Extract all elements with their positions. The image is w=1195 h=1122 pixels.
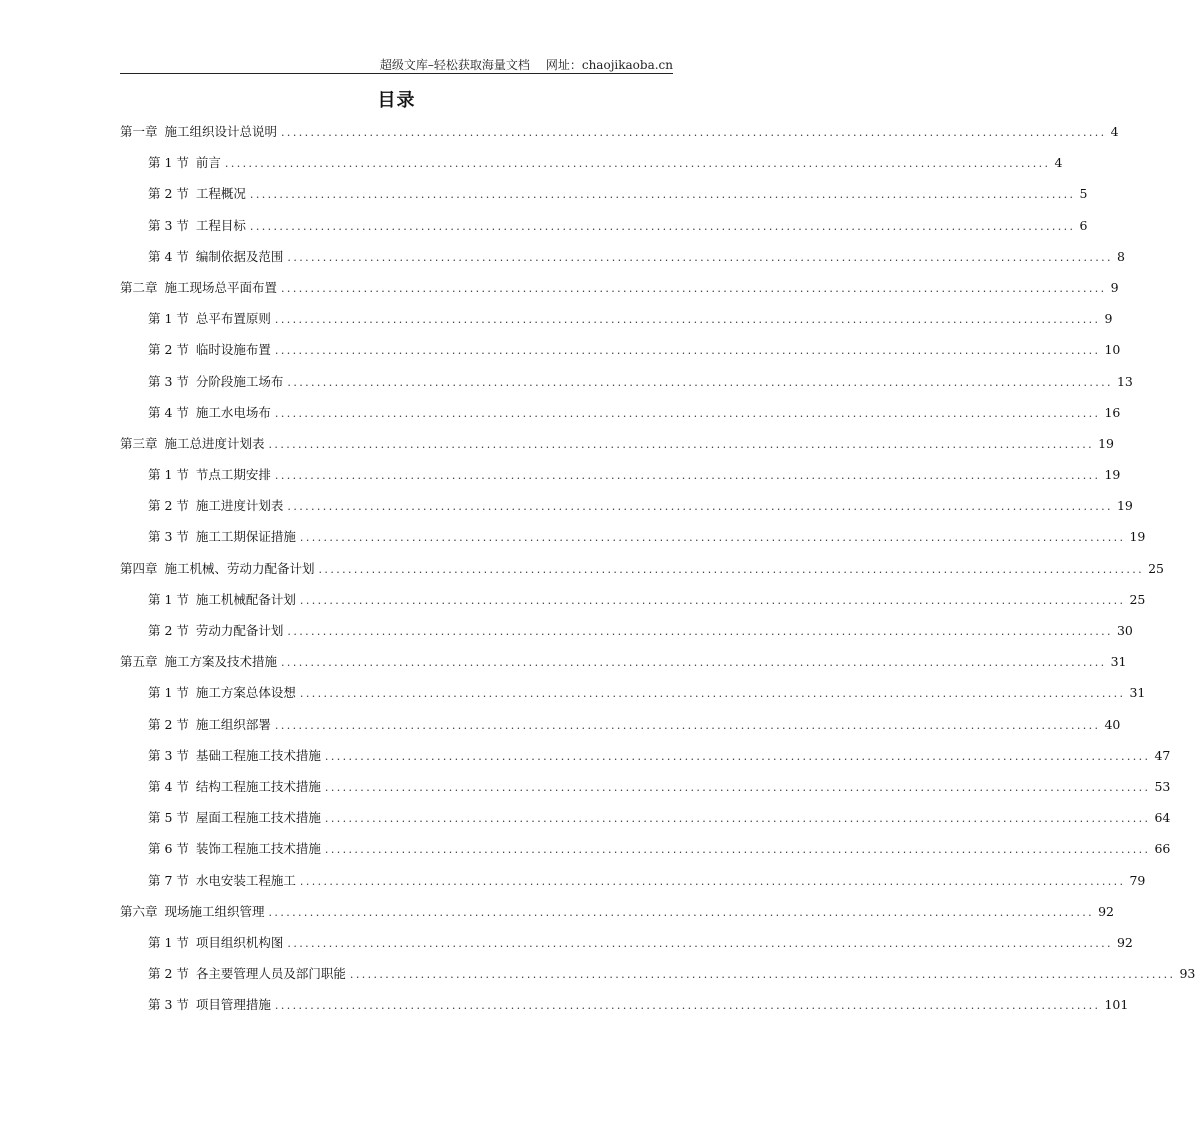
toc-entry-label	[148, 493, 283, 519]
toc-dot-leader: ............................................................................................................................................	[274, 469, 1101, 483]
toc-section-entry[interactable]	[120, 774, 1171, 805]
toc-entry-label	[120, 649, 277, 675]
toc-dot-leader: ............................................................................................................................................	[274, 344, 1101, 358]
toc-entry-label	[148, 930, 283, 956]
toc-entry-title: 施工组织设计总说明	[164, 124, 278, 139]
toc-section-entry[interactable]	[120, 244, 1125, 275]
toc-entry-label	[148, 712, 271, 738]
toc-entry-number: 第三章	[120, 435, 158, 451]
toc-entry-label	[148, 400, 271, 426]
header-library-text: 超级文库–轻松获取海量文档	[379, 58, 530, 72]
toc-dot-leader: ............................................................................................................................................	[299, 874, 1126, 888]
toc-dot-leader: ............................................................................................................................................	[299, 593, 1126, 607]
toc-entry-number: 第 2 节	[148, 623, 189, 638]
toc-entry-label	[148, 587, 296, 613]
toc-dot-leader: ............................................................................................................................................	[281, 281, 1107, 295]
toc-section-entry[interactable]	[120, 868, 1146, 899]
toc-entry-number: 第六章	[120, 903, 158, 919]
toc-entry-label	[148, 680, 296, 706]
toc-chapter-entry[interactable]	[120, 431, 1114, 462]
toc-entry-title: 基础工程施工技术措施	[195, 747, 321, 763]
toc-chapter-entry[interactable]	[120, 275, 1119, 306]
toc-dot-leader: ............................................................................................................................................	[287, 250, 1113, 264]
page-header	[380, 56, 673, 73]
toc-page-number: 40	[1104, 716, 1121, 732]
toc-entry-title: 施工方案及技术措施	[164, 654, 278, 670]
toc-chapter-entry[interactable]	[120, 119, 1119, 150]
toc-entry-label	[120, 556, 315, 582]
toc-entry-number: 第 2 节	[148, 342, 189, 358]
toc-section-entry[interactable]	[120, 587, 1146, 618]
toc-dot-leader: ............................................................................................................................................	[281, 656, 1107, 670]
toc-entry-number: 第 3 节	[148, 997, 189, 1013]
toc-dot-leader: ............................................................................................................................................	[299, 687, 1126, 701]
toc-dot-leader: ............................................................................................................................................	[268, 905, 1095, 919]
toc-entry-label	[148, 213, 246, 239]
toc-page-number: 4	[1110, 124, 1119, 139]
toc-entry-title: 工程目标	[195, 217, 246, 233]
toc-entry-title: 施工组织部署	[195, 716, 271, 732]
toc-entry-title: 结构工程施工技术措施	[195, 778, 321, 794]
toc-entry-title: 临时设施布置	[195, 342, 271, 358]
toc-entry-label	[148, 524, 296, 550]
toc-entry-title: 施工进度计划表	[195, 498, 284, 514]
toc-page-number: 9	[1104, 311, 1113, 327]
toc-chapter-entry[interactable]	[120, 556, 1164, 587]
toc-dot-leader: ............................................................................................................................................	[324, 749, 1151, 763]
toc-page-number: 101	[1104, 997, 1129, 1013]
toc-entry-number: 第 1 节	[148, 934, 189, 950]
toc-entry-title: 各主要管理人员及部门职能	[195, 966, 346, 982]
toc-dot-leader: ............................................................................................................................................	[287, 936, 1113, 950]
toc-page-number: 9	[1110, 279, 1119, 295]
toc-page-number: 53	[1154, 778, 1171, 794]
toc-dot-leader: ............................................................................................................................................	[349, 968, 1176, 982]
toc-dot-leader: ............................................................................................................................................	[274, 999, 1101, 1013]
toc-entry-label	[148, 462, 271, 488]
toc-entry-title: 分阶段施工场布	[195, 373, 284, 389]
toc-entry-label	[148, 805, 321, 831]
toc-dot-leader: ............................................................................................................................................	[324, 812, 1151, 826]
toc-entry-title: 施工机械、劳动力配备计划	[164, 560, 315, 576]
toc-entry-label	[120, 899, 265, 925]
toc-entry-number: 第 5 节	[148, 810, 189, 826]
toc-entry-label	[148, 181, 246, 207]
toc-entry-title: 编制依据及范围	[195, 248, 284, 264]
toc-section-entry[interactable]	[120, 961, 1195, 992]
toc-entry-number: 第 1 节	[148, 591, 189, 607]
toc-entry-label	[148, 150, 221, 176]
toc-dot-leader: ............................................................................................................................................	[287, 500, 1113, 514]
toc-section-entry[interactable]	[120, 337, 1121, 368]
toc-entry-title: 施工现场总平面布置	[164, 279, 278, 295]
toc-entry-title: 项目管理措施	[195, 997, 271, 1013]
toc-section-entry[interactable]	[120, 836, 1171, 867]
toc-entry-label	[148, 992, 271, 1018]
toc-entry-number: 第 3 节	[148, 217, 189, 233]
toc-entry-label	[148, 743, 321, 769]
toc-page-number: 8	[1116, 248, 1125, 264]
toc-entry-number: 第 2 节	[148, 966, 189, 982]
toc-page-number: 6	[1079, 217, 1088, 233]
toc-section-entry[interactable]	[120, 306, 1113, 337]
toc-section-entry[interactable]	[120, 400, 1121, 431]
header-url-text: 网址：chaojikaoba.cn	[545, 58, 673, 72]
toc-page-number: 4	[1054, 155, 1063, 171]
toc-dot-leader: ............................................................................................................................................	[324, 780, 1151, 794]
toc-section-entry[interactable]	[120, 743, 1171, 774]
toc-entry-title: 屋面工程施工技术措施	[195, 810, 321, 826]
toc-entry-label	[148, 306, 271, 332]
toc-page-number: 93	[1179, 966, 1195, 982]
toc-entry-number: 第 1 节	[148, 685, 189, 701]
toc-entry-title: 前言	[195, 155, 221, 171]
toc-page-number: 47	[1154, 747, 1171, 763]
toc-page-number: 30	[1116, 623, 1133, 638]
toc-section-entry[interactable]	[120, 992, 1129, 1023]
toc-dot-leader: ............................................................................................................................................	[268, 437, 1095, 451]
toc-dot-leader: ............................................................................................................................................	[249, 219, 1076, 233]
toc-page-number: 64	[1154, 810, 1171, 826]
toc-chapter-entry[interactable]	[120, 899, 1114, 930]
toc-entry-number: 第 4 节	[148, 248, 189, 264]
toc-dot-leader: ............................................................................................................................................	[249, 188, 1076, 202]
page-title: 目录	[377, 90, 416, 111]
toc-page-number: 79	[1129, 872, 1146, 888]
toc-page-number: 31	[1129, 685, 1146, 701]
toc-section-entry[interactable]	[120, 680, 1146, 711]
toc-entry-number: 第 2 节	[148, 498, 189, 514]
toc-dot-leader: ............................................................................................................................................	[281, 126, 1107, 139]
toc-entry-label	[148, 369, 283, 395]
toc-section-entry[interactable]	[120, 462, 1121, 493]
toc-dot-leader: ............................................................................................................................................	[274, 718, 1101, 732]
toc-page-number: 66	[1154, 841, 1171, 857]
toc-entry-number: 第 2 节	[148, 716, 189, 732]
toc-entry-number: 第四章	[120, 560, 158, 576]
toc-entry-title: 节点工期安排	[195, 467, 271, 483]
toc-page-number: 19	[1116, 498, 1133, 514]
toc-entry-label	[148, 244, 283, 270]
toc-entry-title: 施工工期保证措施	[195, 529, 296, 545]
toc-page-number: 25	[1148, 560, 1164, 576]
toc-entry-label	[120, 275, 277, 301]
toc-entry-number: 第 1 节	[148, 311, 189, 327]
toc-page-number: 13	[1116, 373, 1133, 389]
toc-dot-leader: ............................................................................................................................................	[324, 843, 1151, 857]
toc-section-entry[interactable]	[120, 930, 1133, 961]
toc-dot-leader: ............................................................................................................................................	[287, 375, 1113, 389]
toc-entry-title: 施工总进度计划表	[164, 435, 265, 451]
toc-dot-leader: ............................................................................................................................................	[224, 157, 1051, 171]
toc-dot-leader: ............................................................................................................................................	[318, 562, 1145, 576]
toc-entry-title: 施工水电场布	[195, 404, 271, 420]
toc-entry-label	[148, 618, 283, 644]
toc-chapter-entry[interactable]	[120, 649, 1127, 680]
toc-entry-title: 施工机械配备计划	[195, 591, 296, 607]
toc-section-entry[interactable]	[120, 524, 1146, 555]
toc-entry-number: 第 3 节	[148, 529, 189, 545]
toc-section-entry[interactable]	[120, 712, 1121, 743]
toc-entry-label	[120, 431, 265, 457]
toc-entry-number: 第 7 节	[148, 872, 189, 888]
toc-section-entry[interactable]	[120, 805, 1171, 836]
toc-entry-number: 第 6 节	[148, 841, 189, 857]
toc-entry-title: 工程概况	[195, 186, 246, 202]
toc-entry-title: 项目组织机构图	[195, 934, 284, 950]
toc-section-entry[interactable]	[120, 369, 1133, 400]
toc-section-entry[interactable]	[120, 150, 1063, 181]
toc-dot-leader: ............................................................................................................................................	[299, 531, 1126, 545]
toc-entry-number: 第 3 节	[148, 373, 189, 389]
toc-page-number: 92	[1116, 934, 1133, 950]
toc-entry-number: 第 1 节	[148, 467, 189, 483]
toc-entry-label	[148, 868, 296, 894]
toc-entry-number: 第 3 节	[148, 747, 189, 763]
toc-entry-number: 第一章	[120, 124, 158, 139]
toc-entry-title: 总平布置原则	[195, 311, 271, 327]
toc-entry-number: 第 4 节	[148, 404, 189, 420]
toc-entry-title: 现场施工组织管理	[164, 903, 265, 919]
toc-entry-number: 第 2 节	[148, 186, 189, 202]
toc-page-number: 19	[1098, 435, 1114, 451]
toc-entry-label	[148, 961, 346, 987]
toc-page-number: 5	[1079, 186, 1088, 202]
toc-entry-number: 第二章	[120, 279, 158, 295]
toc-page-number: 92	[1098, 903, 1114, 919]
toc-entry-label	[120, 119, 277, 145]
toc-entry-number: 第 4 节	[148, 778, 189, 794]
toc-entry-title: 装饰工程施工技术措施	[195, 841, 321, 857]
toc-entry-number: 第五章	[120, 654, 158, 670]
toc-page-number: 16	[1104, 404, 1121, 420]
toc-page-number: 19	[1104, 467, 1121, 483]
toc-dot-leader: ............................................................................................................................................	[287, 625, 1113, 638]
toc-page-number: 10	[1104, 342, 1121, 358]
table-of-contents	[120, 119, 1195, 1023]
toc-dot-leader: ............................................................................................................................................	[274, 406, 1101, 420]
toc-entry-label	[148, 774, 321, 800]
toc-entry-number: 第 1 节	[148, 155, 189, 171]
toc-page-number: 19	[1129, 529, 1146, 545]
toc-entry-title: 劳动力配备计划	[195, 623, 284, 638]
toc-entry-title: 水电安装工程施工	[195, 872, 296, 888]
toc-section-entry[interactable]	[120, 181, 1088, 212]
toc-section-entry[interactable]	[120, 213, 1088, 244]
toc-page-number: 31	[1110, 654, 1127, 670]
toc-dot-leader: ............................................................................................................................................	[274, 313, 1101, 327]
header-divider	[120, 73, 673, 74]
toc-entry-label	[148, 836, 321, 862]
toc-entry-title: 施工方案总体设想	[195, 685, 296, 701]
toc-page-number: 25	[1129, 591, 1146, 607]
toc-section-entry[interactable]	[120, 493, 1133, 524]
toc-entry-label	[148, 337, 271, 363]
toc-section-entry[interactable]	[120, 618, 1133, 649]
